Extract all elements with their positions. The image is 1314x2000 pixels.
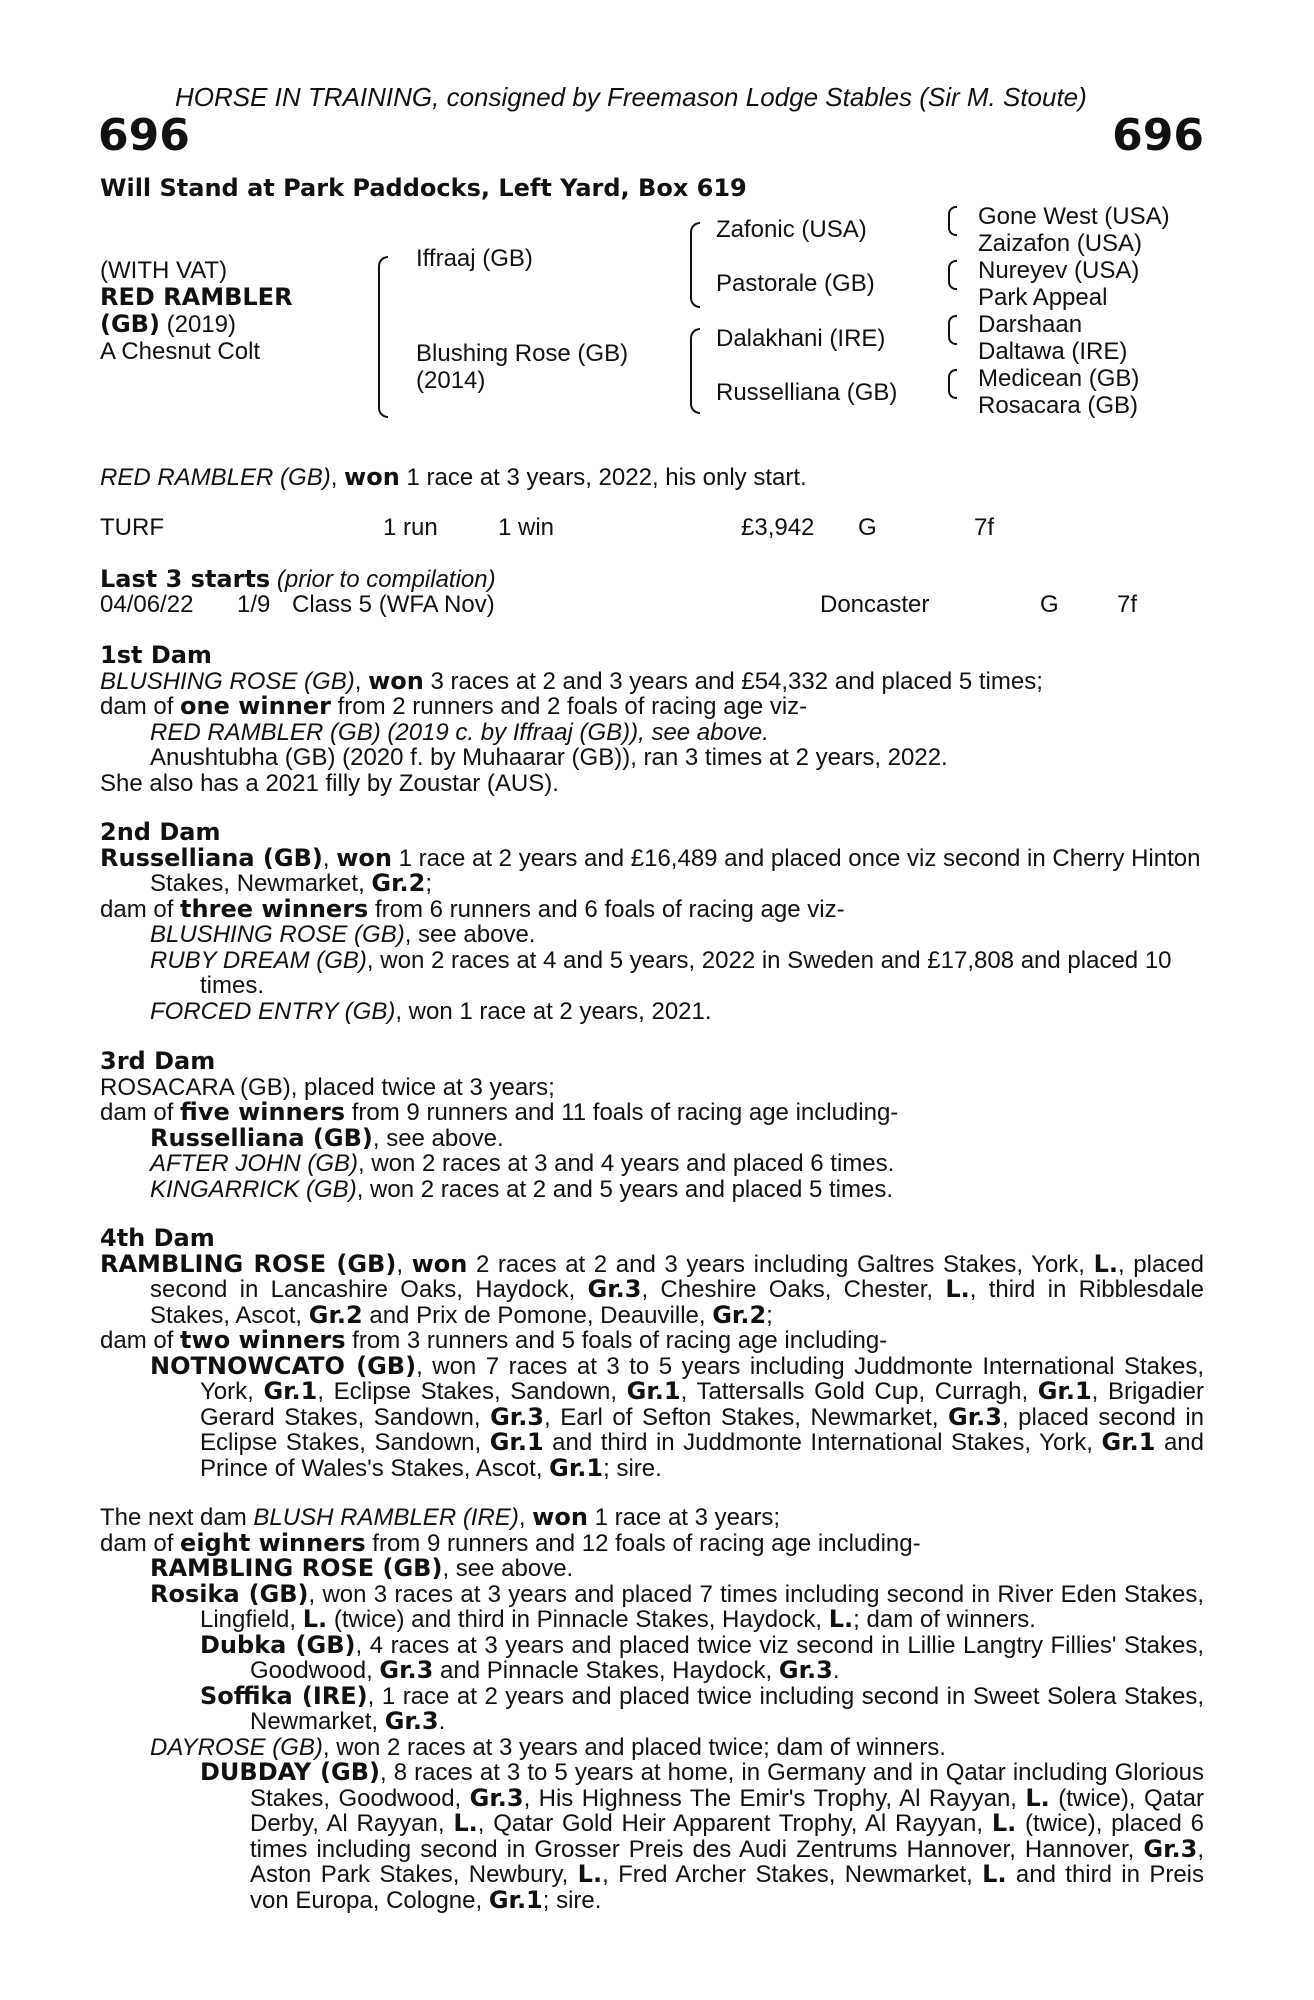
text: 1 race at 3 years; — [587, 1504, 780, 1531]
lot-number-right: 696 — [1112, 110, 1204, 161]
brace-gg2-bottom — [948, 274, 957, 290]
text: , Earl of Sefton Stakes, Newmarket, — [544, 1403, 949, 1431]
text: and Prix de Pomone, Deauville, — [362, 1301, 713, 1329]
next-dam-produce — [100, 1528, 1204, 1557]
won-label: won — [336, 843, 392, 872]
text: , won 7 races at 3 to 5 years including Juddmonte International Stakes, York, — [200, 1352, 1205, 1405]
grade: Gr.1 — [549, 1453, 604, 1482]
grade: L. — [982, 1860, 1007, 1888]
text: ; sire. — [542, 1886, 602, 1914]
horse-name: RED RAMBLER — [100, 283, 293, 311]
text: , won 2 races at 4 and 5 years, 2022 in Sweden and £17,808 and placed 10 times. — [200, 946, 1172, 999]
grade: Gr.1 — [489, 1428, 544, 1456]
text: 2 races at 2 and 3 years including Galtres Stakes, York, — [467, 1250, 1094, 1278]
summary-horse-name: RED RAMBLER (GB) — [100, 464, 331, 491]
text: from 3 runners and 5 foals of racing age including- — [345, 1327, 888, 1354]
last-starts-note: (prior to compilation) — [270, 566, 496, 593]
horse-year: (2019) — [159, 311, 236, 338]
text: , 1 race at 2 years and placed twice including second in Sweet Solera Stakes, Newmarket, — [250, 1682, 1204, 1735]
foal-name: RUBY DREAM (GB) — [150, 946, 367, 974]
stand-info: Will Stand at Park Paddocks, Left Yard, Box 619 — [100, 174, 747, 202]
text: and Prince of Wales's Stakes, Ascot, — [200, 1429, 1205, 1482]
foal-name: Soffika (IRE) — [200, 1681, 368, 1710]
second-dam-section — [100, 820, 1204, 1024]
first-dam-produce — [100, 694, 1204, 720]
text: and third in Preis von Europa, Cologne, — [250, 1861, 1204, 1914]
foal-name: RAMBLING ROSE (GB) — [150, 1554, 443, 1582]
next-dam-line — [100, 1505, 1204, 1531]
text: , won 1 race at 2 years, 2021. — [395, 997, 712, 1025]
second-dam-foal-2 — [100, 948, 1204, 999]
foal-name: NOTNOWCATO (GB) — [150, 1351, 417, 1380]
foal-name: DUBDAY (GB) — [200, 1758, 380, 1786]
second-dam-foal-3 — [100, 999, 1204, 1025]
foal-name: AFTER JOHN (GB) — [150, 1150, 358, 1177]
grade: L. — [945, 1275, 970, 1303]
text: , Brigadier Gerard Stakes, Sandown, — [200, 1378, 1205, 1431]
sep: , — [518, 1504, 533, 1531]
turf-prize: £3,942 — [741, 514, 815, 541]
great-grandparent-1: Gone West (USA) — [978, 203, 1170, 230]
next-dam-foal-1 — [100, 1556, 1204, 1582]
grade: Gr.1 — [488, 1885, 543, 1914]
third-dam-foal-1 — [100, 1123, 1204, 1152]
text: ; dam of winners. — [853, 1606, 1036, 1633]
third-dam-foal-3 — [100, 1177, 1204, 1203]
brace-dam-side-top — [690, 328, 700, 372]
text: ; sire. — [603, 1454, 662, 1482]
text: (twice), Qatar Derby, Al Rayyan, — [250, 1784, 1204, 1837]
horse-description: A Chesnut Colt — [100, 338, 261, 365]
winners-count: eight winners — [180, 1528, 366, 1557]
grade: L. — [302, 1605, 328, 1633]
vat-note: (WITH VAT) — [100, 257, 228, 284]
dam-year: (2014) — [416, 367, 486, 394]
text: , see above. — [442, 1555, 574, 1582]
text: , Fred Archer Stakes, Newmarket, — [602, 1861, 983, 1888]
brace-dam-side-bottom — [690, 370, 700, 414]
brace-sire-side-bottom — [690, 264, 700, 308]
next-dam-section — [100, 1505, 1204, 1913]
dam: Blushing Rose (GB) — [416, 340, 629, 367]
foal-name: DAYROSE (GB) — [150, 1733, 323, 1761]
start-course: Doncaster — [820, 591, 930, 618]
first-dam-record: 3 races at 2 and 3 years and £54,332 and placed 5 times; — [423, 667, 1043, 695]
foal-name: Dubka (GB) — [200, 1630, 356, 1659]
text: , Eclipse Stakes, Sandown, — [317, 1378, 627, 1405]
text: (twice), placed 6 times including second in Grosser Preis des Audi Zentrums Hannover, Hannover, — [250, 1810, 1205, 1863]
first-dam-heading: 1st Dam — [100, 641, 212, 669]
fourth-dam-name: RAMBLING ROSE (GB) — [100, 1249, 397, 1278]
text: dam of — [100, 895, 181, 923]
grade: Gr.3 — [778, 1656, 833, 1684]
next-dam-grandfoal-1 — [100, 1630, 1204, 1684]
grade: Gr.1 — [263, 1377, 318, 1405]
third-dam-foal-2 — [100, 1151, 1204, 1177]
start-distance: 7f — [1117, 591, 1138, 618]
text: , Tattersalls Gold Cup, Curragh, — [680, 1378, 1038, 1405]
grade: L. — [577, 1860, 603, 1888]
great-grandparent-4: Park Appeal — [978, 284, 1108, 311]
text: (twice) and third in Pinnacle Stakes, Haydock, — [327, 1606, 829, 1633]
grade: Gr.1 — [626, 1377, 681, 1405]
grandsire-1: Zafonic (USA) — [716, 216, 867, 243]
grade: L. — [1025, 1783, 1050, 1812]
start-going: G — [1040, 591, 1059, 618]
foal-name: FORCED ENTRY (GB) — [150, 997, 396, 1025]
winners-count: three winners — [180, 894, 369, 923]
text: . — [832, 1657, 840, 1684]
text: from 2 runners and 2 foals of racing age viz- — [330, 693, 808, 720]
turf-label: TURF — [100, 514, 164, 541]
text: ; — [766, 1301, 773, 1329]
text: , third in Ribblesdale Stakes, Ascot, — [150, 1276, 1205, 1329]
fourth-dam-heading: 4th Dam — [100, 1224, 215, 1252]
text: , see above. — [404, 921, 536, 948]
text: ; — [425, 870, 433, 897]
grade: Gr.3 — [379, 1656, 434, 1684]
text: from 6 runners and 6 foals of racing age viz- — [368, 895, 845, 923]
grade: L. — [828, 1605, 854, 1633]
first-dam-section — [100, 643, 1204, 796]
great-grandparent-7: Medicean (GB) — [978, 365, 1140, 392]
turf-runs: 1 run — [383, 514, 438, 541]
next-dam-grandfoal-2 — [100, 1681, 1204, 1735]
text: from 9 runners and 12 foals of racing age including- — [365, 1529, 921, 1557]
first-dam-name: BLUSHING ROSE (GB) — [100, 667, 355, 695]
second-dam-heading: 2nd Dam — [100, 818, 221, 846]
third-dam-section — [100, 1049, 1204, 1202]
brace-gg3-bottom — [948, 329, 957, 345]
pedigree-brace-top — [378, 256, 388, 338]
text: , won 2 races at 3 and 4 years and placed 6 times. — [358, 1150, 895, 1177]
next-dam-grandfoal-3 — [100, 1760, 1204, 1913]
winners-count: five winners — [180, 1098, 346, 1126]
grade: Gr.3 — [490, 1402, 545, 1431]
grade: L. — [1093, 1249, 1118, 1278]
horse-country: (GB) — [100, 310, 160, 338]
second-dam-line: Russelliana (GB), won 1 race at 2 years and £16,489 and placed once viz second in Cherry Hinton Stakes, Newmarket, Gr.2; — [100, 843, 1201, 897]
foal-name: Rosika (GB) — [150, 1579, 309, 1608]
great-grandparent-2: Zaizafon (USA) — [978, 230, 1143, 257]
fourth-dam-section — [100, 1226, 1204, 1481]
great-grandparent-8: Rosacara (GB) — [978, 392, 1139, 419]
text: dam of — [100, 1529, 181, 1557]
second-dam-foal-1 — [100, 922, 1204, 948]
great-grandparent-6: Daltawa (IRE) — [978, 338, 1128, 365]
foal-name: KINGARRICK (GB) — [150, 1175, 357, 1203]
text: dam of — [100, 1099, 181, 1126]
start-class: Class 5 (WFA Nov) — [292, 591, 495, 618]
won-label: won — [532, 1503, 588, 1531]
text: dam of — [100, 693, 181, 720]
sire: Iffraaj (GB) — [416, 245, 533, 272]
first-dam-note: She also has a 2021 filly by Zoustar (AUS). — [100, 769, 559, 797]
text: , Aston Park Stakes, Newbury, — [250, 1835, 1204, 1888]
second-dam-record: 1 race at 2 years and £16,489 and placed once viz second in Cherry Hinton Stakes, Newmarket, — [150, 844, 1201, 897]
text: , 8 races at 3 to 5 years at home, in Germany and in Qatar including Glorious Stakes, Goodwood, — [250, 1759, 1204, 1812]
grade: Gr.2 — [712, 1300, 767, 1329]
text: . — [438, 1708, 446, 1735]
pedigree-brace-bottom — [378, 336, 388, 418]
text: , won 2 races at 3 years and placed twice; dam of winners. — [322, 1733, 946, 1761]
text: from 9 runners and 11 foals of racing age including- — [345, 1099, 899, 1126]
brace-gg1-bottom — [948, 220, 957, 236]
text: , Qatar Gold Heir Apparent Trophy, Al Rayyan, — [477, 1810, 992, 1837]
grade: Gr.3 — [1143, 1834, 1198, 1863]
text: , see above. — [372, 1124, 504, 1152]
winners-count: one winner — [180, 692, 331, 720]
brace-sire-side-top — [690, 222, 700, 266]
grade: L. — [453, 1809, 478, 1837]
grade: Gr.1 — [1037, 1377, 1092, 1405]
next-dam-foal-3 — [100, 1735, 1204, 1761]
won-label: won — [368, 666, 424, 695]
text: and Pinnacle Stakes, Haydock, — [433, 1657, 779, 1684]
grade: Gr.3 — [948, 1402, 1002, 1431]
text: and third in Juddmonte International Stakes, York, — [543, 1429, 1102, 1456]
grade: Gr.3 — [384, 1707, 439, 1735]
summary-rest: 1 race at 3 years, 2022, his only start. — [399, 464, 807, 491]
granddam-2: Russelliana (GB) — [716, 379, 898, 406]
next-dam-name: BLUSH RAMBLER (IRE) — [253, 1504, 519, 1531]
text: , won 3 races at 3 years and placed 7 times including second in River Eden Stakes, Lingfield, — [200, 1580, 1204, 1633]
fourth-dam-produce — [100, 1328, 1204, 1354]
fourth-dam-line: RAMBLING ROSE (GB), won 2 races at 2 and 3 years including Galtres Stakes, York, L., placed second in Lancashire Oaks, Haydock, Gr.3, Cheshire Oaks, Chester, L., third in Ribblesdale Stakes, Ascot, Gr.2 and Prix de Pomone, Deauville, Gr.2; — [100, 1249, 1205, 1329]
granddam-1: Pastorale (GB) — [716, 270, 875, 297]
turf-going: G — [858, 514, 877, 541]
foal-name: Russelliana (GB) — [150, 1123, 373, 1152]
start-position: 1/9 — [237, 591, 271, 618]
sep: , — [354, 667, 369, 695]
grade: Gr.3 — [469, 1783, 524, 1812]
last-starts-heading — [100, 567, 496, 593]
lot-number-left: 696 — [98, 110, 190, 161]
text: , won 2 races at 2 and 5 years and placed 5 times. — [356, 1175, 893, 1203]
great-grandparent-5: Darshaan — [978, 311, 1083, 338]
brace-gg4-bottom — [948, 383, 957, 399]
great-grandparent-3: Nureyev (USA) — [978, 257, 1140, 284]
turf-wins: 1 win — [498, 514, 555, 541]
won-label: won — [411, 1249, 468, 1278]
next-dam-foal-2 — [100, 1579, 1204, 1633]
grade: Gr.3 — [587, 1275, 642, 1303]
page-heading: HORSE IN TRAINING, consigned by Freemason Lodge Stables (Sir M. Stoute) — [175, 82, 1087, 112]
first-dam-line — [100, 666, 1204, 695]
race-summary: RED RAMBLER (GB), won 1 race at 3 years, 2022, his only start. — [100, 463, 807, 491]
turf-distance: 7f — [974, 514, 995, 541]
third-dam-produce — [100, 1100, 1204, 1126]
grade: Gr.2 — [371, 869, 426, 897]
text: dam of — [100, 1327, 181, 1354]
text: , His Highness The Emir's Trophy, Al Rayyan, — [523, 1784, 1026, 1812]
text: , Cheshire Oaks, Chester, — [641, 1276, 946, 1303]
third-dam-heading: 3rd Dam — [100, 1047, 216, 1075]
last-starts-title: Last 3 starts — [100, 565, 271, 593]
horse-name-line2 — [100, 311, 236, 338]
summary-won: won — [344, 463, 400, 491]
text: , placed second in Lancashire Oaks, Haydock, — [150, 1250, 1204, 1303]
text: , 4 races at 3 years and placed twice viz second in Lillie Langtry Fillies' Stakes, Goodwood, — [250, 1631, 1204, 1684]
winners-count: two winners — [180, 1326, 346, 1354]
second-dam-produce — [100, 894, 1204, 923]
first-dam-foal-1: RED RAMBLER (GB) (2019 c. by Iffraaj (GB)), see above. — [150, 718, 769, 746]
grade: Gr.1 — [1101, 1428, 1156, 1456]
third-dam-line: ROSACARA (GB), placed twice at 3 years; — [100, 1073, 555, 1101]
grade: L. — [991, 1809, 1017, 1837]
text: The next dam — [100, 1504, 254, 1531]
text: , placed second in Eclipse Stakes, Sandown, — [200, 1403, 1205, 1456]
grade: Gr.2 — [308, 1300, 363, 1329]
first-dam-foal-2: Anushtubha (GB) (2020 f. by Muhaarar (GB)), ran 3 times at 2 years, 2022. — [150, 744, 948, 771]
foal-name: BLUSHING ROSE (GB) — [150, 921, 405, 948]
fourth-dam-foal-1 — [100, 1351, 1205, 1482]
start-date: 04/06/22 — [100, 591, 194, 618]
grandsire-2: Dalakhani (IRE) — [716, 325, 886, 352]
second-dam-name: Russelliana (GB) — [100, 843, 323, 872]
